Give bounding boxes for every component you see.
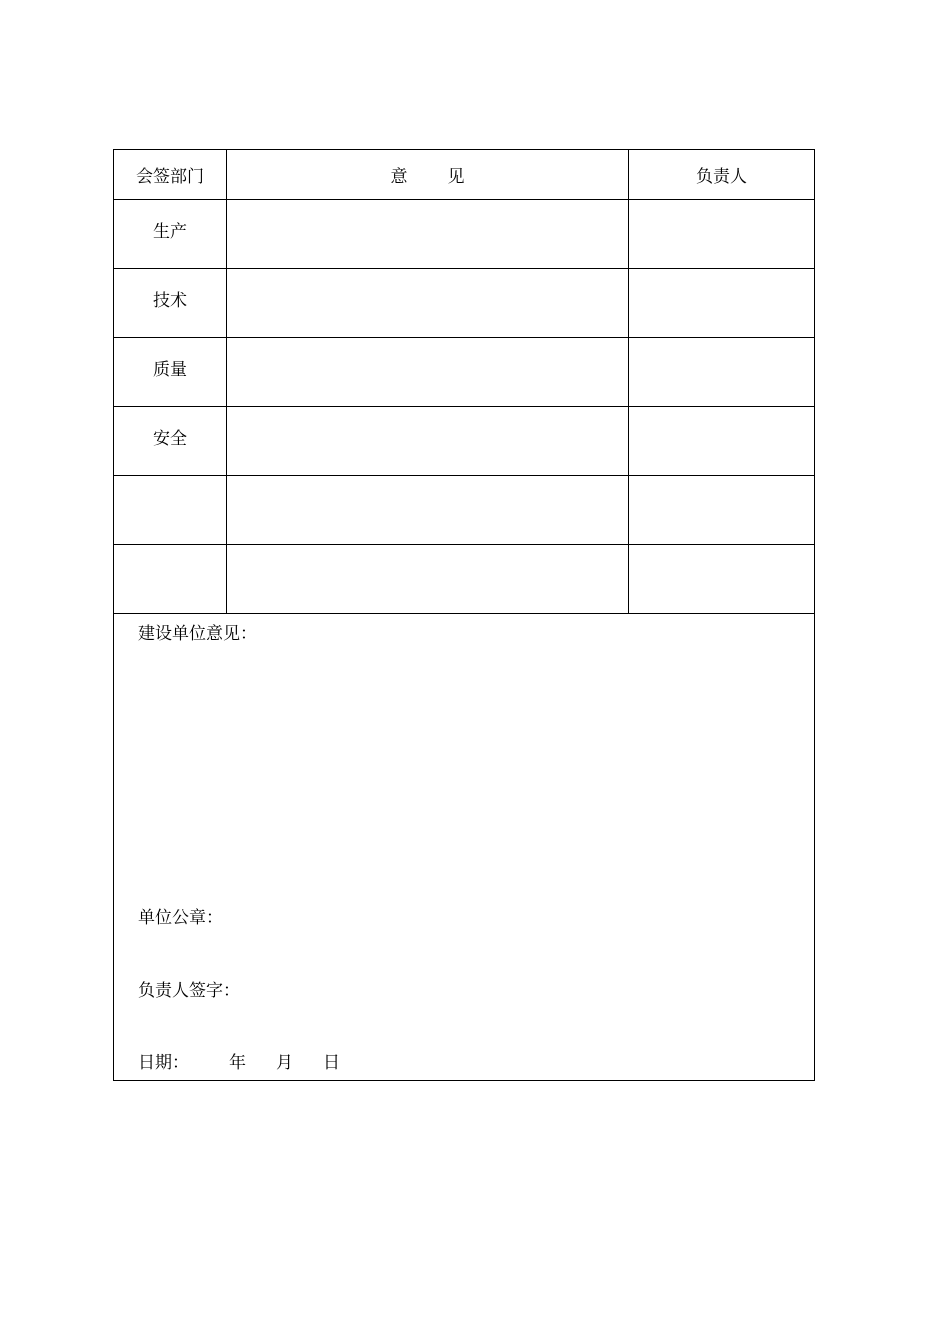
owner-cell[interactable] [629, 545, 815, 614]
opinion-cell[interactable] [227, 200, 629, 269]
opinion-cell[interactable] [227, 269, 629, 338]
header-owner-label: 负责人 [696, 167, 747, 187]
table-row [114, 200, 815, 269]
table-row [114, 338, 815, 407]
header-opinion [227, 150, 629, 200]
dept-name: 质量 [153, 359, 187, 380]
owner-cell[interactable] [629, 338, 815, 407]
dept-cell[interactable] [114, 476, 227, 545]
owner-cell[interactable] [629, 476, 815, 545]
date-line [138, 1048, 340, 1073]
dept-cell [114, 338, 227, 407]
seal-label: 单位公章： [138, 908, 223, 928]
signature-label: 负责人签字： [138, 981, 240, 1001]
opinion-cell[interactable] [227, 407, 629, 476]
owner-cell[interactable] [629, 200, 815, 269]
date-label: 日期： [138, 1053, 189, 1073]
date-month: 月 [276, 1053, 293, 1073]
opinion-cell[interactable] [227, 545, 629, 614]
table-row [114, 476, 815, 545]
date-day: 日 [323, 1053, 340, 1073]
dept-name: 安全 [153, 428, 187, 449]
header-opinion-label-b: 见 [447, 167, 465, 187]
owner-cell[interactable] [629, 269, 815, 338]
countersign-table [113, 149, 815, 1081]
builder-section[interactable] [114, 614, 815, 1081]
table-row [114, 407, 815, 476]
dept-cell [114, 407, 227, 476]
builder-section-row [114, 614, 815, 1081]
opinion-cell[interactable] [227, 338, 629, 407]
header-owner [629, 150, 815, 200]
opinion-cell[interactable] [227, 476, 629, 545]
dept-cell [114, 200, 227, 269]
header-dept [114, 150, 227, 200]
date-year: 年 [229, 1053, 246, 1073]
table-row [114, 269, 815, 338]
header-dept-label: 会签部门 [136, 167, 204, 187]
table-header-row [114, 150, 815, 200]
dept-cell [114, 269, 227, 338]
header-opinion-label-a: 意 [390, 167, 408, 187]
dept-name: 技术 [153, 290, 187, 311]
builder-opinion-label: 建设单位意见： [138, 624, 257, 644]
dept-cell[interactable] [114, 545, 227, 614]
dept-name: 生产 [153, 221, 187, 242]
owner-cell[interactable] [629, 407, 815, 476]
table-row [114, 545, 815, 614]
